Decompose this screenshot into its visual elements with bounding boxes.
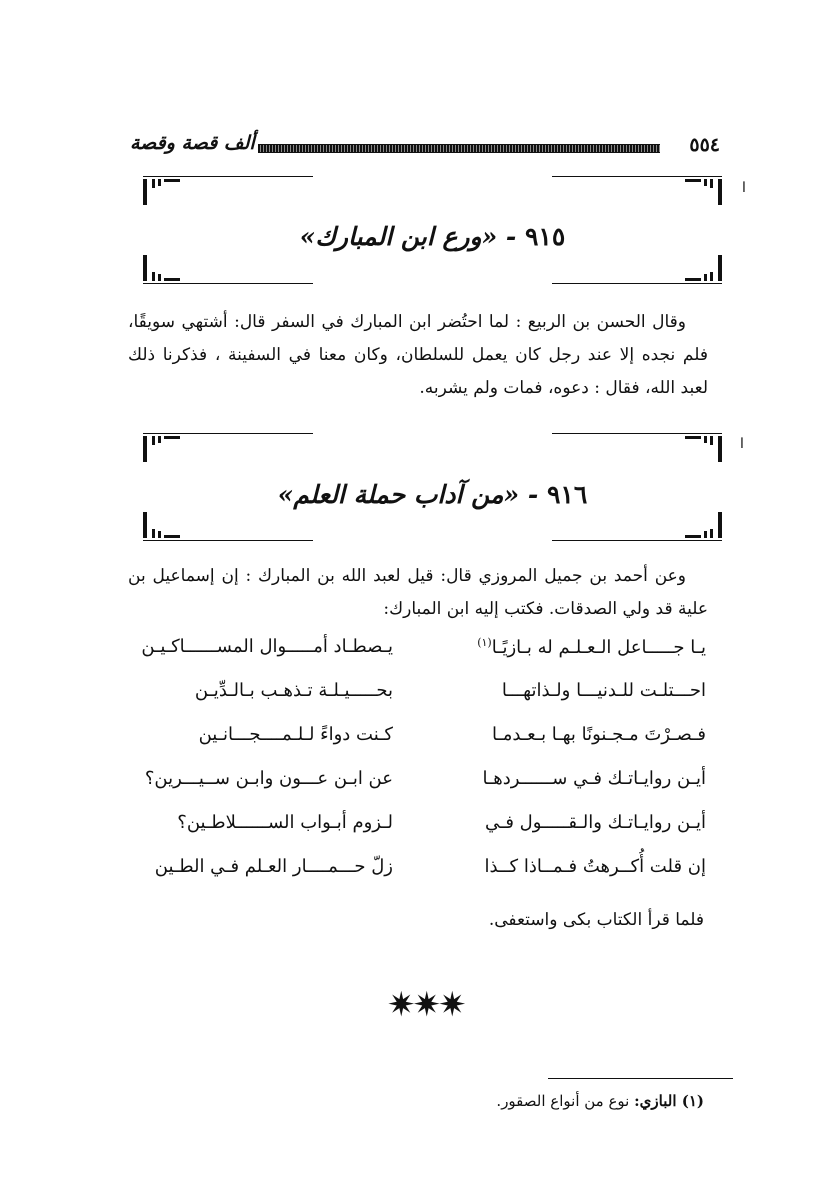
book-title: ألف قصة وقصة [130, 132, 255, 154]
story-number: ٩١٦ [546, 480, 588, 509]
verse-second-hemistich: عن ابـن عـــون وابـن ســيـــرين؟ [144, 768, 393, 789]
frame-ornament-top-right [550, 175, 725, 205]
verse-first-hemistich: أيـن روايـاتـك والـقـــــول فـي [485, 812, 706, 833]
footnote [496, 1092, 704, 1110]
story-paragraph-915: وقال الحسن بن الربيع : لما احتُضر ابن المبارك في السفر قال: أشتهي سويقًا، فلم نجده إلا عند رجل كان يعمل للسلطان، وكان معنا في السفينة ، فذكرنا ذلك لعبد الله، فقال : دعوه، فمات ولم يشربه. [128, 312, 708, 398]
verse-second-hemistich: لـزوم أبـواب الســــــلاطـين؟ [177, 812, 393, 833]
poem [128, 636, 706, 900]
verse-first-hemistich: يـا جـــــاعل الـعـلـم له بـازيًـا$^{(١)}$ [477, 636, 706, 658]
header-rule [258, 144, 660, 153]
footnote-label: (١) البازي: [634, 1092, 704, 1110]
verse-first-hemistich: إن قلت أُكــرهتُ فـمــاذا كــذا [484, 856, 706, 877]
verse-first-hemistich: فـصـرْتَ مـجـنونًا بهـا بـعـدمـا [492, 724, 706, 745]
margin-mark: ا [740, 436, 744, 452]
poem-verse [128, 680, 706, 724]
poem-verse [128, 856, 706, 900]
story-title-text: - «من آداب حملة العلم» [277, 480, 539, 509]
frame-ornament-top-left [140, 175, 315, 205]
poem-verse [128, 812, 706, 856]
footnote-text: نوع من أنواع الصقور. [496, 1092, 630, 1110]
poem-verse [128, 768, 706, 812]
story-title-text: - «ورع ابن المبارك» [299, 222, 517, 251]
verse-first-hemistich: أيـن روايـاتـك فـي ســــــردهـا [482, 768, 706, 789]
footnote-rule [548, 1078, 733, 1079]
story-number: ٩١٥ [525, 222, 566, 251]
margin-mark: ا [742, 180, 746, 196]
poem-verse [128, 636, 706, 680]
poem-verse [128, 724, 706, 768]
story-title-916 [140, 480, 725, 509]
verse-second-hemistich: بحـــــيـلـة تـذهـب بـالـدِّيـن [194, 680, 393, 701]
running-header [110, 132, 720, 162]
verse-first-hemistich: احـــتلـت للـدنيـــا ولـذاتهـــا [501, 680, 706, 701]
verse-second-hemistich: زلّ حـــمــــار العـلم فـي الطـين [154, 856, 393, 877]
frame-ornament-top-right [550, 432, 725, 462]
section-separator-stars: ✷✷✷ [387, 985, 464, 1025]
story-paragraph-916: وعن أحمد بن جميل المروزي قال: قيل لعبد الله بن المبارك : إن إسماعيل بن علية قد ولي الصدقات. فكتب إليه ابن المبارك: [128, 566, 708, 619]
closing-line: فلما قرأ الكتاب بكى واستعفى. [488, 910, 704, 930]
frame-ornament-bottom-right [550, 512, 725, 542]
story-title-915 [140, 222, 725, 251]
verse-second-hemistich: يـصطـاد أمـــــوال المســــــاكـيـن [141, 636, 393, 657]
frame-ornament-top-left [140, 432, 315, 462]
footnote-reference: (١) [477, 636, 492, 649]
frame-ornament-bottom-left [140, 512, 315, 542]
frame-ornament-bottom-left [140, 255, 315, 285]
verse-second-hemistich: كـنت دواءً لـلـمــــجـــانـين [198, 724, 393, 745]
page-number: ٥٥٤ [689, 134, 720, 156]
frame-ornament-bottom-right [550, 255, 725, 285]
